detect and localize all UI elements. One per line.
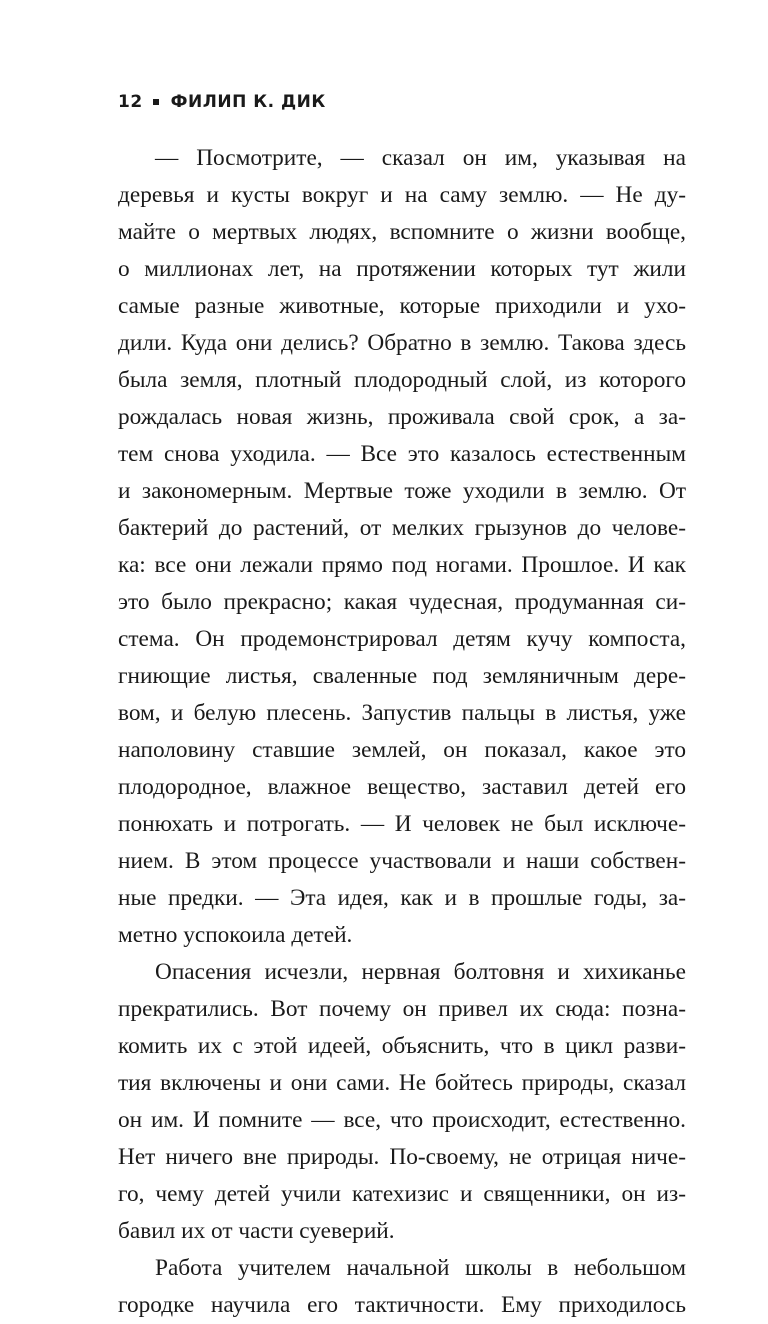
text-line: стема. Он продемонстрировал детям кучу компоста,: [118, 626, 686, 652]
text-line: деревья и кусты вокруг и на саму землю. — Не ду-: [118, 182, 686, 208]
paragraph: [118, 140, 686, 954]
text-line: прекратились. Вот почему он привел их сюда: позна-: [118, 996, 686, 1022]
text-line: наполовину ставшие землей, он показал, какое это: [118, 737, 686, 763]
text-line: го, чему детей учили катехизис и священники, он из-: [118, 1181, 686, 1207]
body-text: [118, 140, 686, 1324]
text-line: городке научила его тактичности. Ему приходилось: [118, 1292, 686, 1318]
text-line: это было прекрасно; какая чудесная, продуманная си-: [118, 589, 686, 615]
text-line: он им. И помните — все, что происходит, естественно.: [118, 1107, 686, 1133]
text-line: плодородное, влажное вещество, заставил детей его: [118, 774, 686, 800]
text-line: дили. Куда они делись? Обратно в землю. Такова здесь: [118, 330, 686, 356]
text-line: о миллионах лет, на протяжении которых тут жили: [118, 256, 686, 282]
text-line: гниющие листья, сваленные под земляничным дере-: [118, 663, 686, 689]
author-name: ФИЛИП К. ДИК: [170, 92, 326, 112]
text-line: была земля, плотный плодородный слой, из которого: [118, 367, 686, 393]
text-line: майте о мертвых людях, вспомните о жизни вообще,: [118, 219, 686, 245]
text-line: бавил их от части суеверий.: [118, 1218, 395, 1244]
text-line: рождалась новая жизнь, проживала свой срок, а за-: [118, 404, 686, 430]
text-line: вом, и белую плесень. Запустив пальцы в листья, уже: [118, 700, 686, 726]
text-line: тия включены и они сами. Не бойтесь природы, сказал: [118, 1070, 686, 1096]
text-line: ка: все они лежали прямо под ногами. Прошлое. И как: [118, 552, 686, 578]
page-number: 12: [118, 92, 143, 112]
text-line: Опасения исчезли, нервная болтовня и хихиканье: [155, 959, 686, 985]
text-line: нием. В этом процессе участвовали и наши собствен-: [118, 848, 686, 874]
paragraph: [118, 1250, 686, 1324]
text-line: — Посмотрите, — сказал он им, указывая на: [155, 145, 686, 171]
text-line: ные предки. — Эта идея, как и в прошлые годы, за-: [118, 885, 686, 911]
text-line: метно успокоила детей.: [118, 922, 353, 948]
text-line: бактерий до растений, от мелких грызунов до челове-: [118, 515, 686, 541]
paragraph: [118, 954, 686, 1250]
text-line: комить их с этой идеей, объяснить, что в цикл разви-: [118, 1033, 686, 1059]
text-line: Нет ничего вне природы. По-своему, не отрицая ниче-: [118, 1144, 686, 1170]
text-line: Работа учителем начальной школы в небольшом: [155, 1255, 686, 1281]
text-line: и закономерным. Мертвые тоже уходили в землю. От: [118, 478, 686, 504]
text-line: понюхать и потрогать. — И человек не был исключе-: [118, 811, 686, 837]
square-bullet-icon: [153, 99, 159, 105]
text-line: самые разные животные, которые приходили и ухо-: [118, 293, 686, 319]
text-line: тем снова уходила. — Все это казалось естественным: [118, 441, 686, 467]
running-head: [118, 92, 326, 112]
